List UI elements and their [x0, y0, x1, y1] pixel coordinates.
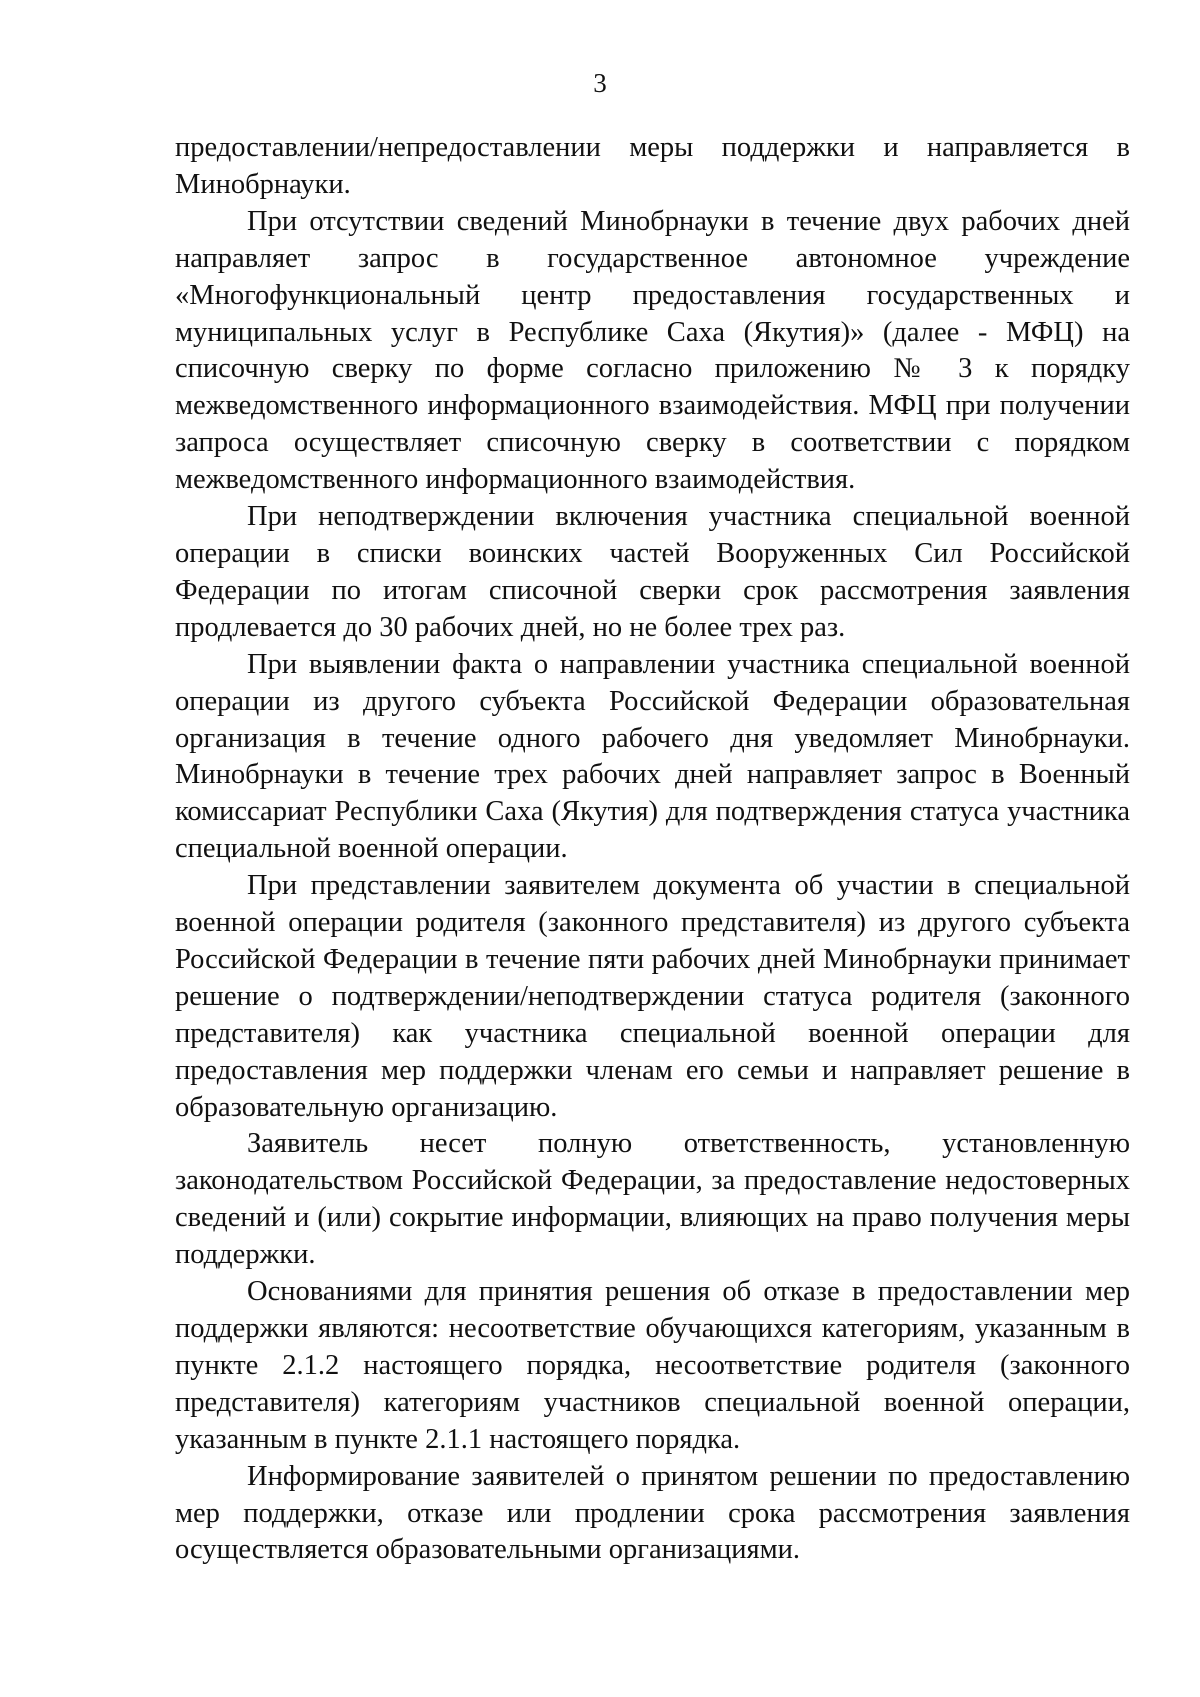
- paragraph-refusal-grounds: Основаниями для принятия решения об отказе в предоставлении мер поддержки являются: несоответствие обучающихся категориям, указанным в пункте 2.1.2 настоящего порядка, несоответствие родителя (законного представителя) категориям участников специальной военной операции, указанным в пункте 2.1.1 настоящего порядка.: [175, 1276, 1130, 1455]
- paragraph-term-extension: При неподтверждении включения участника специальной военной операции в списки воинских частей Вооруженных Сил Российской Федерации по итогам списочной сверки срок рассмотрения заявления продлевается до 30 рабочих дней, но не более трех раз.: [175, 501, 1130, 643]
- paragraph-informing: Информирование заявителей о принятом решении по предоставлению мер поддержки, отказе или продлении срока рассмотрения заявления осуществляется образовательными организациями.: [175, 1460, 1130, 1566]
- paragraph-responsibility: Заявитель несет полную ответственность, установленную законодательством Российской Федерации, за предоставление недостоверных сведений и (или) сокрытие информации, влияющих на право получения меры поддержки.: [175, 1128, 1130, 1271]
- paragraph-applicant-document: При представлении заявителем документа об участии в специальной военной операции родителя (законного представителя) из другого субъекта Российской Федерации в течение пяти рабочих дней Минобрнауки принимает решение о подтверждении/неподтверждении статуса родителя (законного представителя) как участника специальной военной операции для предоставления мер поддержки членам его семьи и направляет решение в образовательную организацию.: [175, 870, 1130, 1123]
- paragraph-mfc-request: При отсутствии сведений Минобрнауки в течение двух рабочих дней направляет запрос в государственное автономное учреждение «Многофункциональный центр предоставления государственных и муниципальных услуг в Республике Саха (Якутия)» (далее - МФЦ) на списочную сверку по форме согласно приложению № 3 к порядку межведомственного информационного взаимодействия. МФЦ при получении запроса осуществляет списочную сверку в соответствии с порядком межведомственного информационного взаимодействия.: [175, 205, 1130, 496]
- paragraph-other-region: При выявлении факта о направлении участника специальной военной операции из другого субъекта Российской Федерации образовательная организация в течение одного рабочего дня уведомляет Минобрнауки. Минобрнауки в течение трех рабочих дней направляет запрос в Военный комиссариат Республики Саха (Якутия) для подтверждения статуса участника специальной военной операции.: [175, 648, 1130, 865]
- document-body: [175, 130, 1130, 1569]
- page-number: 3: [593, 68, 607, 98]
- paragraph-continuation: предоставлении/непредоставлении меры поддержки и направляется в Минобрнауки.: [175, 132, 1130, 200]
